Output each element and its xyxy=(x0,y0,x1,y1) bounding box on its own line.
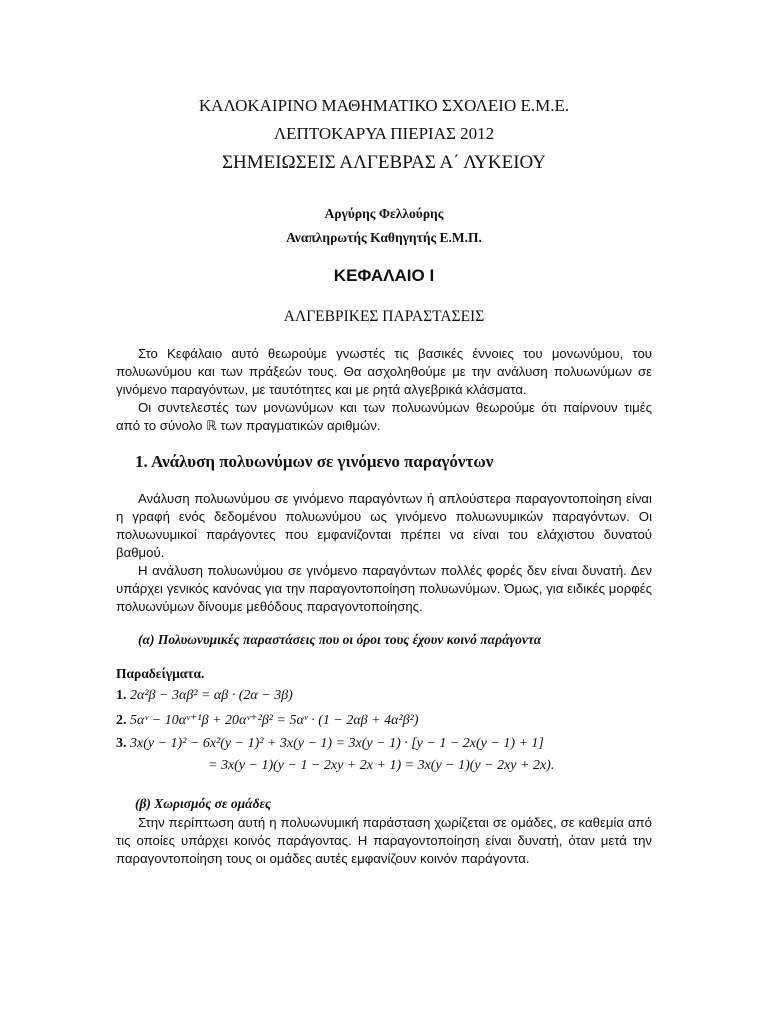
author-name: Αργύρης Φελλούρης xyxy=(324,206,444,221)
subsection-a-title: (α) Πολυωνυμικές παραστάσεις που οι όροι τους έχουν κοινό παράγοντα xyxy=(138,632,542,647)
intro-paragraph-1: Στο Κεφάλαιο αυτό θεωρούμε γνωστές τις βασικές έννοιες του μονωνύμου, του πολυωνύμου και των πράξεών τους. Θα ασχοληθούμε με την ανάλυση πολυωνύμων σε γινόμενο παραγόντων, με ταυτότητες και με ρητά αλγεβρικά κλάσματα. xyxy=(116,346,652,397)
example-2 xyxy=(116,712,418,729)
document-title: ΣΗΜΕΙΩΣΕΙΣ ΑΛΓΕΒΡΑΣ Α΄ ΛΥΚΕΙΟΥ xyxy=(221,152,547,173)
section-1-paragraph-2: Η ανάλυση πολυωνύμου σε γινόμενο παραγόντων πολλές φορές δεν είναι δυνατή. Δεν υπάρχει γενικός κανόνας για την παραγοντοποίηση πολυωνύμων. Όμως, για ειδικές μορφές πολυωνύμων δίνουμε μεθόδους παραγοντοποίησης. xyxy=(116,563,652,614)
example-3-continuation-expression: = 3x(y − 1)(y − 1 − 2xy + 2x + 1) = 3x(y − 1)(y − 2xy + 2x). xyxy=(208,758,555,773)
intro-text xyxy=(116,345,652,435)
subsection-b-title: (β) Χωρισμός σε ομάδες xyxy=(135,796,272,811)
section-1-title xyxy=(135,452,493,472)
chapter-title: ΑΛΓΕΒΡΙΚΕΣ ΠΑΡΑΣΤΑΣΕΙΣ xyxy=(283,308,485,325)
example-1 xyxy=(116,688,293,704)
section-1-heading: 1. Ανάλυση πολυωνύμων σε γινόμενο παραγόντων xyxy=(135,452,494,471)
examples-heading: Παραδείγματα. xyxy=(116,666,205,681)
location-year: ΛΕΠΤΟΚΑΡΥΑ ΠΙΕΡΙΑΣ 2012 xyxy=(273,124,495,143)
example-3-continuation xyxy=(208,758,554,774)
school-title: ΚΑΛΟΚΑΙΡΙΝΟ ΜΑΘΗΜΑΤΙΚΟ ΣΧΟΛΕΙΟ Ε.Μ.Ε. xyxy=(198,96,570,115)
subsection-b-text xyxy=(116,814,652,868)
author-position: Αναπληρωτής Καθηγητής Ε.Μ.Π. xyxy=(286,230,482,245)
section-1-text xyxy=(116,490,652,616)
example-2-number: 2. xyxy=(116,713,127,728)
section-1-paragraph-1: Ανάλυση πολυωνύμου σε γινόμενο παραγόντων ή απλούστερα παραγοντοποίηση είναι η γραφή ενός δεδομένου πολυωνύμου ως γινόμενο πολυωνυμικών παραγόντων. Οι πολυωνυμικοί παράγοντες που εμφανίζονται πρέπει να είναι του ελάχιστου δυνατού βαθμού. xyxy=(116,491,652,560)
example-1-expression: 2α²β − 3αβ² = αβ · (2α − 3β) xyxy=(130,688,293,703)
intro-paragraph-2: Οι συντελεστές των μονωνύμων και των πολυωνύμων θεωρούμε ότι παίρνουν τιμές από το σύνολο ℝ των πραγματικών αριθμών. xyxy=(116,400,652,433)
example-3-number: 3. xyxy=(116,736,127,751)
chapter-label: ΚΕΦΑΛΑΙΟ Ι xyxy=(333,266,435,285)
example-3 xyxy=(116,736,544,752)
example-3-expression: 3x(y − 1)² − 6x²(y − 1)² + 3x(y − 1) = 3x(y − 1) · [y − 1 − 2x(y − 1) + 1] xyxy=(130,736,544,751)
example-1-number: 1. xyxy=(116,688,127,703)
example-2-expression: 5αᵛ − 10αᵛ⁺¹β + 20αᵛ⁺²β² = 5αᵛ · (1 − 2αβ + 4α²β²) xyxy=(130,713,419,728)
subsection-b-paragraph-1: Στην περίπτωση αυτή η πολυωνυμική παράσταση χωρίζεται σε ομάδες, σε καθεμία από τις οποίες υπάρχει κοινός παράγοντας. Η παραγοντοποίηση είναι δυνατή, όταν μετά την παραγοντοποίηση τους οι ομάδες αυτές εμφανίζουν κοινόν παράγοντα. xyxy=(116,815,652,866)
